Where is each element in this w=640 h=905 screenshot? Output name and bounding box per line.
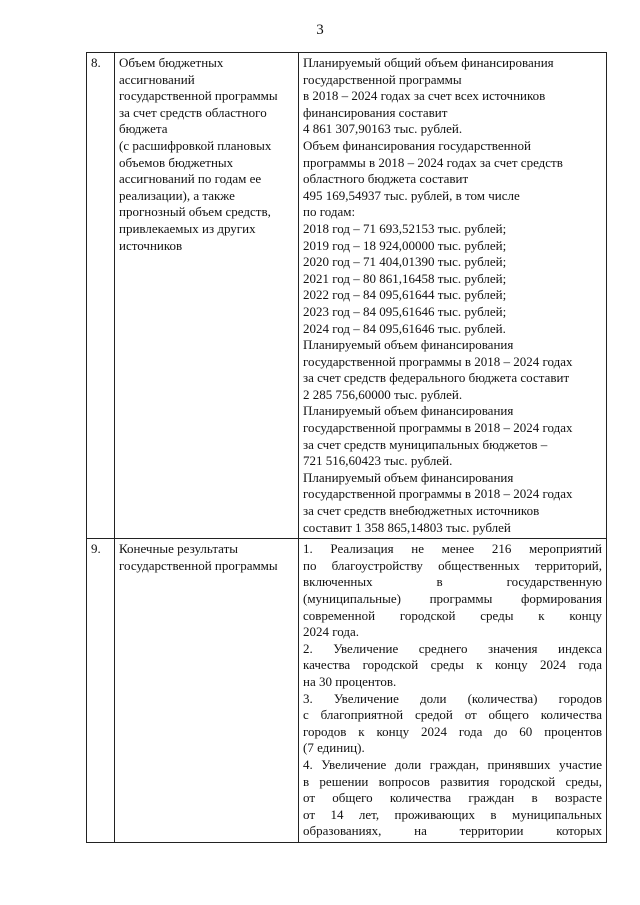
result-line: современной городской среды к концу (303, 607, 602, 623)
content-line: государственной программы в 2018 – 2024 годах (303, 353, 573, 369)
result-line: от 14 лет, проживающих в муниципальных (303, 806, 602, 822)
result-line: включенных в государственную (303, 574, 602, 590)
result-line: 1. Реализация не менее 216 мероприятий (303, 541, 602, 557)
row-number: 9. (87, 539, 115, 843)
content-line: за счет средств муниципальных бюджетов – (303, 436, 548, 452)
row-name-line: реализации), а также (119, 187, 235, 203)
content-line: государственной программы (303, 71, 462, 87)
content-line: государственной программы в 2018 – 2024 годах (303, 420, 573, 436)
content-line: Планируемый объем финансирования (303, 469, 514, 485)
row-name-line: (с расшифровкой плановых (119, 137, 272, 153)
row-name-line: источников (119, 237, 183, 253)
row-name-line: за счет средств областного (119, 104, 267, 120)
row-content-cell (299, 539, 607, 843)
content-line: 2 285 756,60000 тыс. рублей. (303, 386, 463, 402)
content-line: 2024 год – 84 095,61646 тыс. рублей. (303, 320, 506, 336)
content-line: областного бюджета составит (303, 171, 469, 187)
result-line-last: на 30 процентов. (303, 673, 397, 689)
result-line-last: 2024 года. (303, 624, 360, 640)
row-name-line: Конечные результаты (119, 541, 239, 557)
row-content-cell (299, 53, 607, 539)
content-line: Планируемый объем финансирования (303, 403, 514, 419)
result-item (303, 757, 602, 840)
content-line: Планируемый объем финансирования (303, 337, 514, 353)
table-row (87, 539, 607, 843)
row-name-line: ассигнований по годам ее (119, 171, 262, 187)
result-line: от общего количества граждан в возрасте (303, 790, 602, 806)
result-item (303, 541, 602, 641)
content-line: 2022 год – 84 095,61644 тыс. рублей; (303, 287, 507, 303)
content-line: составит 1 358 865,14803 тыс. рублей (303, 519, 511, 535)
result-line: городов к концу 2024 года до 60 процентов (303, 723, 602, 739)
content-line: 4 861 307,90163 тыс. рублей. (303, 121, 463, 137)
content-line: 2019 год – 18 924,00000 тыс. рублей; (303, 237, 507, 253)
content-line: по годам: (303, 204, 356, 220)
content-line: 2020 год – 71 404,01390 тыс. рублей; (303, 254, 507, 270)
result-line: по благоустройству общественных территорий, (303, 557, 602, 573)
content-line: 721 516,60423 тыс. рублей. (303, 453, 453, 469)
row-name-line: Объем бюджетных (119, 55, 224, 70)
content-line: 2021 год – 80 861,16458 тыс. рублей; (303, 270, 507, 286)
result-line: 3. Увеличение доли (количества) городов (303, 690, 602, 706)
result-line: в решении вопросов развития городской среды, (303, 773, 602, 789)
content-line: Планируемый общий объем финансирования (303, 55, 554, 70)
result-line-last: (7 единиц). (303, 740, 365, 756)
content-line: в 2018 – 2024 годах за счет всех источников (303, 88, 546, 104)
row-name-line: ассигнований (119, 71, 195, 87)
result-item (303, 641, 602, 691)
result-line: качества городской среды к концу 2024 года (303, 657, 602, 673)
result-line: образованиях, на территории которых (303, 823, 602, 839)
content-line: 2018 год – 71 693,52153 тыс. рублей; (303, 220, 507, 236)
content-line: 2023 год – 84 095,61646 тыс. рублей; (303, 303, 507, 319)
row-name-line: прогнозный объем средств, (119, 204, 271, 220)
content-line: государственной программы в 2018 – 2024 годах (303, 486, 573, 502)
content-line: 495 169,54937 тыс. рублей, в том числе (303, 187, 520, 203)
table-row (87, 53, 607, 539)
content-line: Объем финансирования государственной (303, 137, 531, 153)
row-number: 8. (87, 53, 115, 539)
result-line: 2. Увеличение среднего значения индекса (303, 640, 602, 656)
row-name-cell (115, 539, 299, 843)
result-line: 4. Увеличение доли граждан, принявших участие (303, 756, 602, 772)
content-line: программы в 2018 – 2024 годах за счет средств (303, 154, 563, 170)
row-name-cell (115, 53, 299, 539)
content-line: за счет средств внебюджетных источников (303, 503, 540, 519)
row-name-line: привлекаемых из других (119, 220, 256, 236)
row-name-line: государственной программы (119, 88, 278, 104)
content-line: финансирования составит (303, 104, 448, 120)
result-item (303, 691, 602, 757)
row-name-line: государственной программы (119, 557, 278, 573)
row-name-line: объемов бюджетных (119, 154, 234, 170)
result-line: с благоприятной средой от общего количества (303, 707, 602, 723)
page-number: 3 (316, 22, 324, 38)
row-name-line: бюджета (119, 121, 168, 137)
result-line: (муниципальные) программы формирования (303, 591, 602, 606)
passport-table (86, 52, 607, 843)
content-line: за счет средств федерального бюджета составит (303, 370, 570, 386)
